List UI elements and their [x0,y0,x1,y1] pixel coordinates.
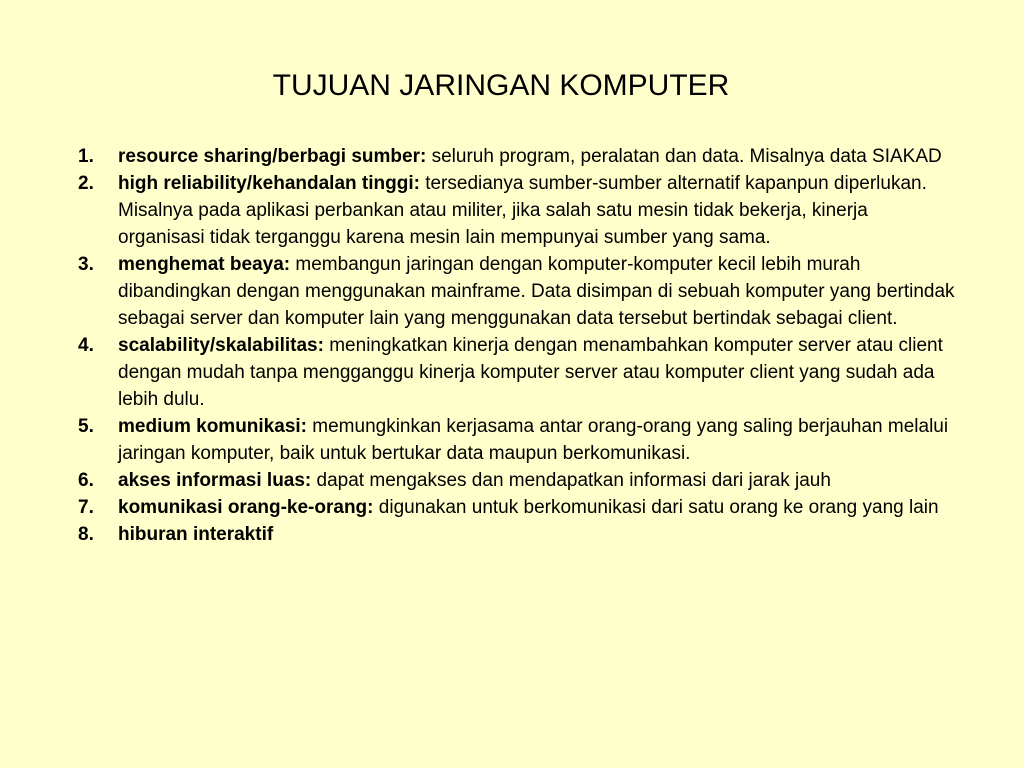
list-item [78,413,958,467]
item-description: membangun jaringan dengan komputer-komputer kecil lebih murah dibandingkan dengan menggunakan mainframe. Data disimpan di sebuah komputer yang bertindak sebagai server dan komputer lain yang menggunakan data tersebut bertindak sebagai client. [118,254,955,329]
item-description: memungkinkan kerjasama antar orang-orang yang saling berjauhan melalui jaringan komputer, baik untuk bertukar data maupun berkomunikasi. [118,416,949,464]
list-item [78,332,958,413]
item-number: 4. [78,335,94,356]
item-number: 6. [78,470,94,491]
list-item [78,143,958,170]
item-description: dapat mengakses dan mendapatkan informasi dari jarak jauh [311,470,831,491]
item-number: 2. [78,173,94,194]
item-term: komunikasi orang-ke-orang: [118,497,374,518]
list-item [78,494,958,521]
list-item [78,467,958,494]
item-term: medium komunikasi: [118,416,307,437]
item-description: digunakan untuk berkomunikasi dari satu orang ke orang yang lain [373,497,939,518]
item-term: hiburan interaktif [118,524,274,545]
slide-title: TUJUAN JARINGAN KOMPUTER [272,69,730,102]
item-number: 8. [78,524,94,545]
item-description: seluruh program, peralatan dan data. Misalnya data SIAKAD [426,146,942,167]
item-description: tersedianya sumber-sumber alternatif kapanpun diperlukan. Misalnya pada aplikasi perbankan atau militer, jika salah satu mesin tidak bekerja, kinerja organisasi tidak terganggu karena mesin lain mempunyai sumber yang sama. [118,173,927,248]
list-item [78,251,958,332]
list-item [78,521,958,548]
item-term: akses informasi luas: [118,470,312,491]
item-term: scalability/skalabilitas: [118,335,324,356]
item-number: 7. [78,497,94,518]
item-term: menghemat beaya: [118,254,291,275]
item-number: 5. [78,416,94,437]
item-number: 1. [78,146,94,167]
list-item [78,170,958,251]
goals-list [78,143,958,548]
item-term: high reliability/kehandalan tinggi: [118,173,420,194]
item-term: resource sharing/berbagi sumber: [118,146,427,167]
item-number: 3. [78,254,94,275]
item-description: meningkatkan kinerja dengan menambahkan komputer server atau client dengan mudah tanpa mengganggu kinerja komputer server atau komputer client yang sudah ada lebih dulu. [118,335,943,410]
